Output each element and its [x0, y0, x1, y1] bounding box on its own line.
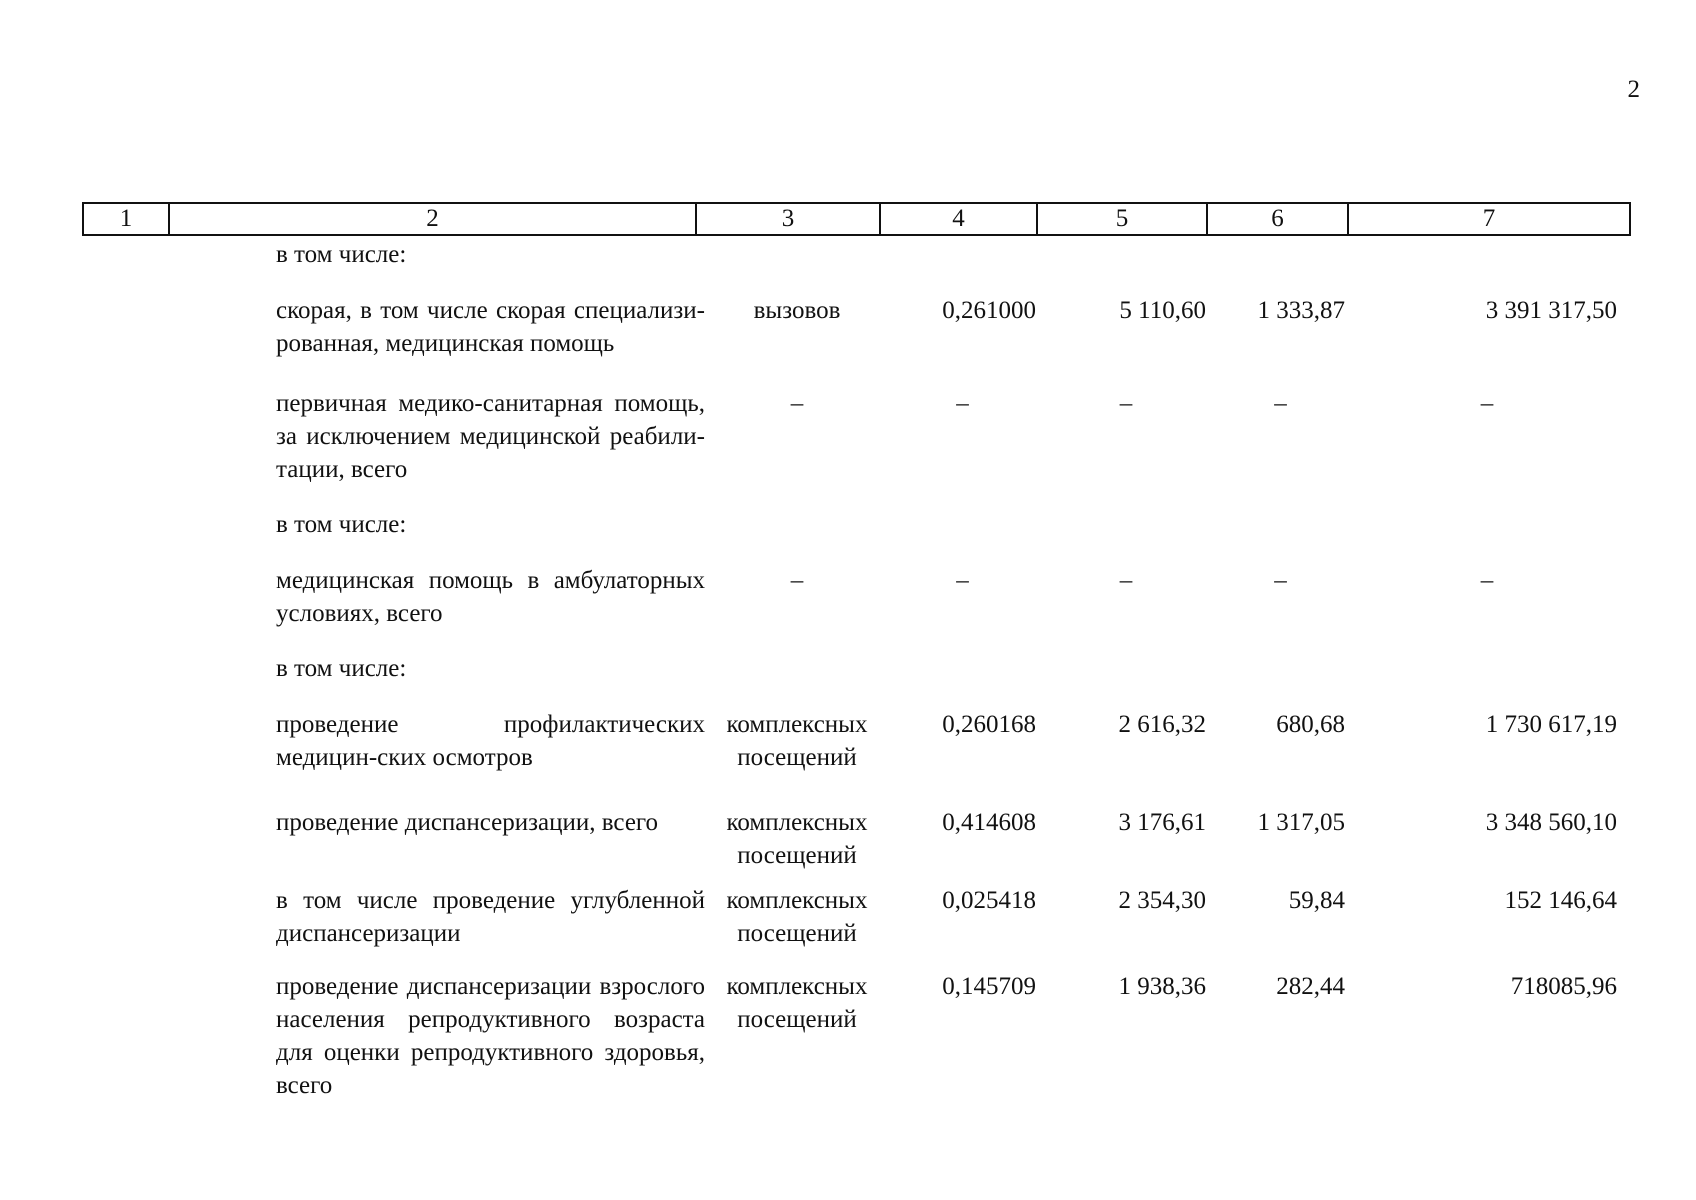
column-number-header [82, 202, 1631, 236]
row-value-6 [1216, 652, 1357, 685]
row-value-5 [1046, 238, 1216, 271]
row-value-5 [1046, 652, 1216, 685]
row-value-7 [1357, 238, 1629, 271]
row-unit: комплексных посещений [726, 973, 868, 1033]
row-unit: комплексных посещений [726, 887, 868, 947]
row-col-1 [82, 652, 178, 685]
row-value-5: 1 938,36 [1118, 973, 1206, 1000]
row-value-7: 3 348 560,10 [1485, 809, 1617, 836]
row-value-4 [889, 652, 1046, 685]
row-value-5: – [1119, 567, 1133, 594]
row-value-7: – [1480, 567, 1494, 594]
row-value-4: 0,025418 [942, 887, 1036, 914]
row-unit [705, 238, 889, 271]
row-name: в том числе проведение углубленной диспансеризации [276, 887, 705, 947]
row-value-7 [1357, 652, 1629, 685]
row-value-4: 0,145709 [942, 973, 1036, 1000]
row-col-1 [82, 508, 178, 541]
row-value-5: – [1119, 390, 1133, 417]
table-row [82, 970, 1629, 1102]
row-value-7: 3 391 317,50 [1485, 297, 1617, 324]
row-value-4: – [956, 390, 969, 417]
row-name: первичная медико-санитарная помощь, за исключением медицинской реабили-тации, всего [276, 390, 705, 483]
header-col-7: 7 [1348, 203, 1630, 235]
row-value-6 [1216, 508, 1357, 541]
row-name: проведение диспансеризации, всего [276, 809, 659, 836]
header-col-4: 4 [880, 203, 1037, 235]
row-name: проведение диспансеризации взрослого населения репродуктивного возраста для оценки репродуктивного здоровья, всего [276, 973, 705, 1099]
page-number: 2 [1627, 76, 1640, 103]
row-value-5: 2 616,32 [1118, 711, 1206, 738]
row-value-6 [1216, 238, 1357, 271]
row-value-6: – [1274, 567, 1287, 594]
row-value-7 [1357, 508, 1629, 541]
table-row [82, 806, 1629, 872]
row-name: в том числе: [276, 511, 407, 538]
table-row [82, 652, 1629, 685]
table-body [82, 238, 1629, 1102]
row-col-1 [82, 884, 178, 950]
row-value-6: – [1274, 390, 1287, 417]
table-row [82, 508, 1629, 541]
row-col-1 [82, 806, 178, 872]
row-unit [705, 652, 889, 685]
header-col-5: 5 [1037, 203, 1207, 235]
row-name: в том числе: [276, 655, 407, 682]
row-value-7: 718085,96 [1510, 973, 1617, 1000]
row-value-5: 5 110,60 [1119, 297, 1206, 324]
row-col-1 [82, 564, 178, 630]
row-value-6: 59,84 [1288, 887, 1345, 914]
row-value-4 [889, 508, 1046, 541]
row-col-1 [82, 238, 178, 271]
row-value-5: 3 176,61 [1118, 809, 1206, 836]
row-value-7: 1 730 617,19 [1485, 711, 1617, 738]
row-unit: комплексных посещений [726, 711, 868, 771]
row-value-7: 152 146,64 [1504, 887, 1617, 914]
row-value-6: 1 317,05 [1257, 809, 1345, 836]
table-row [82, 708, 1629, 774]
row-col-1 [82, 294, 178, 360]
table-row [82, 884, 1629, 950]
row-value-4: – [956, 567, 969, 594]
row-unit: – [790, 390, 804, 417]
row-unit: комплексных посещений [726, 809, 868, 869]
row-col-1 [82, 708, 178, 774]
row-value-6: 680,68 [1276, 711, 1345, 738]
row-name: скорая, в том числе скорая специализи-рованная, медицинская помощь [276, 297, 705, 357]
table-row [82, 238, 1629, 271]
header-col-3: 3 [696, 203, 880, 235]
row-unit: – [790, 567, 804, 594]
row-value-4: 0,261000 [942, 297, 1036, 324]
row-value-5: 2 354,30 [1118, 887, 1206, 914]
row-value-6: 1 333,87 [1257, 297, 1345, 324]
row-value-4 [889, 238, 1046, 271]
row-col-1 [82, 387, 178, 486]
header-col-6: 6 [1207, 203, 1348, 235]
header-col-2: 2 [169, 203, 696, 235]
row-unit [705, 508, 889, 541]
row-value-7: – [1480, 390, 1494, 417]
row-name: проведение профилактических медицин-ских осмотров [276, 711, 705, 771]
row-value-6: 282,44 [1276, 973, 1345, 1000]
table-row [82, 564, 1629, 630]
row-unit: вызовов [753, 297, 841, 324]
row-value-4: 0,414608 [942, 809, 1036, 836]
row-value-4: 0,260168 [942, 711, 1036, 738]
row-value-5 [1046, 508, 1216, 541]
table-row [82, 294, 1629, 360]
row-col-1 [82, 970, 178, 1102]
row-name: медицинская помощь в амбулаторных условиях, всего [276, 567, 705, 627]
header-col-1: 1 [83, 203, 169, 235]
row-name: в том числе: [276, 241, 407, 268]
table-row [82, 387, 1629, 486]
